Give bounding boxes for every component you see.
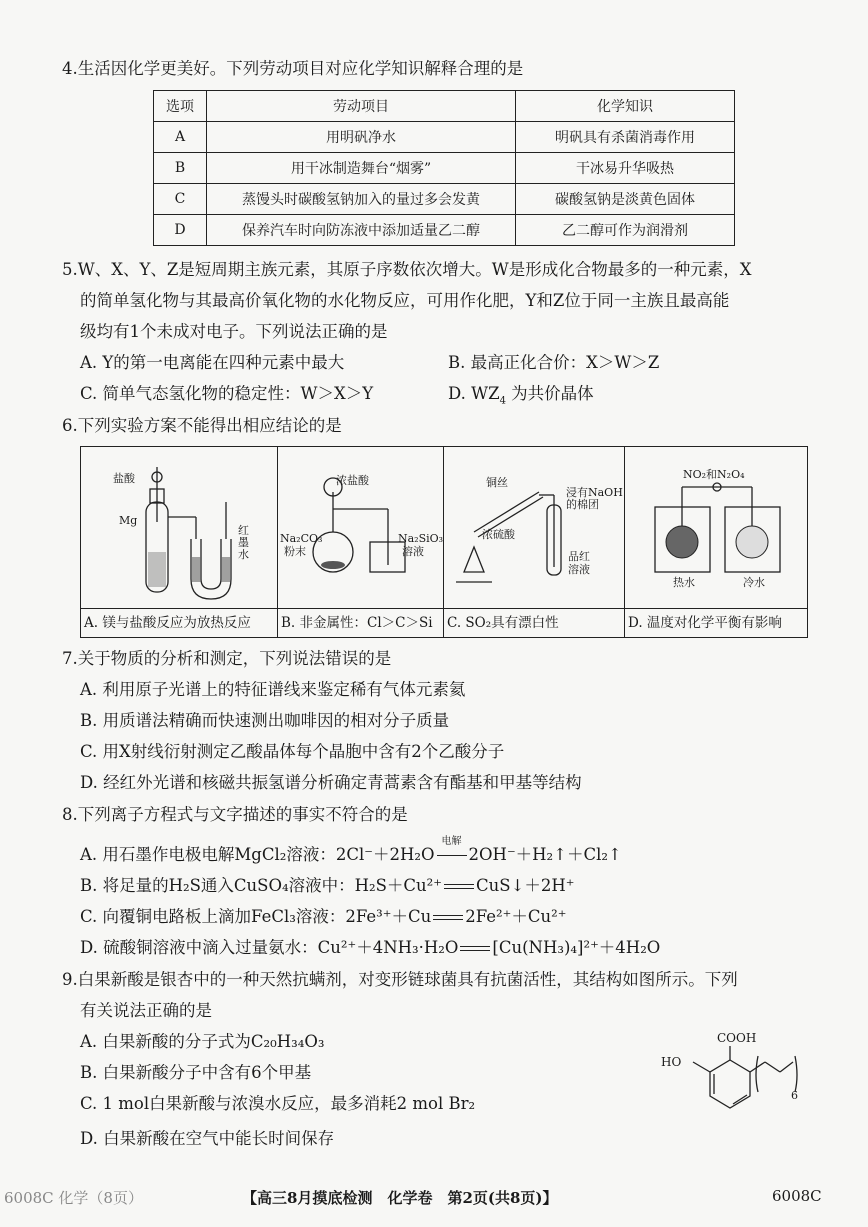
q8-option-c: C. 向覆铜电路板上滴加FeCl₃溶液：2Fe³⁺＋Cu 2Fe²⁺＋Cu²⁺ — [80, 907, 567, 926]
table-cell: 用明矾净水 — [207, 122, 516, 153]
q6-stem: 6.下列实验方案不能得出相应结论的是 — [62, 416, 342, 435]
q8-option-a: A. 用石墨作电极电解MgCl₂溶液：2Cl⁻＋2H₂O 电解 2OH⁻＋H₂↑＋Cl₂↑ — [80, 844, 622, 866]
q7-option-c: C. 用X射线衍射测定乙酸晶体每个晶胞中含有2个乙酸分子 — [80, 742, 505, 761]
experiment-d — [625, 447, 807, 637]
label-copper-wire: 铜丝 — [486, 476, 508, 489]
label-repeat-count: 6 — [791, 1089, 798, 1102]
label-cooh: COOH — [717, 1031, 757, 1045]
footer-center: 【高三8月摸底检测 化学卷 第2页(共8页)】 — [242, 1189, 558, 1207]
label-solution: 溶液 — [402, 545, 424, 558]
q4-table — [153, 90, 735, 246]
q5-option-d: D. $WZ_4$ 为共价晶体 — [448, 384, 594, 407]
label-na2sio3: Na₂SiO₃ — [398, 532, 444, 545]
label-cotton: 的棉团 — [566, 498, 599, 511]
caption-b: B. 非金属性：Cl＞C＞Si — [278, 608, 443, 637]
q6-experiment-panel — [80, 446, 808, 638]
caption-d: D. 温度对化学平衡有影响 — [625, 608, 807, 637]
experiment-b — [278, 447, 444, 637]
label-no2-n2o4: NO₂和N₂O₄ — [683, 468, 745, 481]
label-magenta: 品红 — [568, 550, 590, 563]
label-conc-hcl: 浓盐酸 — [336, 474, 369, 487]
table-cell: 明矾具有杀菌消毒作用 — [516, 122, 735, 153]
label-solution-c: 溶液 — [568, 563, 590, 576]
label-ho: HO — [661, 1055, 682, 1069]
label-conc-h2so4: 浓硫酸 — [482, 528, 515, 541]
table-cell: 用干冰制造舞台“烟雾” — [207, 153, 516, 184]
table-cell: D — [154, 215, 207, 246]
q5-option-b: B. 最高正化合价：X＞W＞Z — [448, 353, 660, 372]
experiment-a — [81, 447, 278, 637]
q8-option-b: B. 将足量的H₂S通入CuSO₄溶液中：H₂S＋Cu²⁺ CuS↓＋2H⁺ — [80, 876, 575, 895]
q9-option-d: D. 白果新酸在空气中能长时间保存 — [80, 1129, 335, 1148]
footer-left: 6008C 化学（8页） — [4, 1189, 143, 1207]
q8-option-d: D. 硫酸铜溶液中滴入过量氨水：Cu²⁺＋4NH₃·H₂O [Cu(NH₃)₄]²⁺＋4H₂O — [80, 938, 661, 957]
label-red-ink: 红墨水 — [238, 524, 249, 561]
experiment-c-apparatus — [444, 447, 625, 607]
experiment-b-apparatus — [278, 447, 444, 607]
q9-stem-line1: 9.白果新酸是银杏中的一种天然抗螨剂，对变形链球菌具有抗菌活性，其结构如图所示。下列 — [62, 970, 738, 989]
q9-option-b: B. 白果新酸分子中含有6个甲基 — [80, 1063, 312, 1082]
caption-c: C. SO₂具有漂白性 — [444, 608, 624, 637]
q7-option-d: D. 经红外光谱和核磁共振氢谱分析确定青蒿素含有酯基和甲基等结构 — [80, 773, 582, 792]
table-header: 化学知识 — [516, 91, 735, 122]
q4-stem: 4.生活因化学更美好。下列劳动项目对应化学知识解释合理的是 — [62, 59, 524, 78]
experiment-c — [444, 447, 625, 637]
q7-stem: 7.关于物质的分析和测定，下列说法错误的是 — [62, 649, 392, 668]
table-cell: 保养汽车时向防冻液中添加适量乙二醇 — [207, 215, 516, 246]
q5-stem-line2: 的简单氢化物与其最高价氧化物的水化物反应，可用作化肥，Y和Z位于同一主族且最高能 — [80, 291, 730, 310]
ginkgolic-acid-structure — [655, 1030, 805, 1120]
label-powder: 粉末 — [284, 545, 306, 558]
label-naoh-soaked: 浸有NaOH — [566, 486, 623, 499]
q5-option-a: A. Y的第一电离能在四种元素中最大 — [80, 353, 345, 372]
table-row — [154, 122, 735, 153]
table-cell: C — [154, 184, 207, 215]
electrolysis-condition: 电解 — [441, 836, 462, 847]
q7-option-a: A. 利用原子光谱上的特征谱线来鉴定稀有气体元素氦 — [80, 680, 466, 699]
table-row — [154, 184, 735, 215]
table-cell: 干冰易升华吸热 — [516, 153, 735, 184]
table-row — [154, 91, 735, 122]
table-row — [154, 153, 735, 184]
q8-stem: 8.下列离子方程式与文字描述的事实不符合的是 — [62, 805, 408, 824]
table-cell: 蒸馒头时碳酸氢钠加入的量过多会发黄 — [207, 184, 516, 215]
table-header: 选项 — [154, 91, 207, 122]
q5-option-c: C. 简单气态氢化物的稳定性：W＞X＞Y — [80, 384, 374, 403]
q9-option-c: C. 1 mol白果新酸与浓溴水反应，最多消耗2 mol Br₂ — [80, 1094, 476, 1113]
label-mg: Mg — [119, 514, 138, 527]
table-cell: B — [154, 153, 207, 184]
q5-stem-line3: 级均有1个未成对电子。下列说法正确的是 — [80, 322, 388, 341]
table-header: 劳动项目 — [207, 91, 516, 122]
q9-stem-line2: 有关说法正确的是 — [80, 1001, 212, 1020]
q9-option-a: A. 白果新酸的分子式为C₂₀H₃₄O₃ — [80, 1032, 325, 1051]
q7-option-b: B. 用质谱法精确而快速测出咖啡因的相对分子质量 — [80, 711, 450, 730]
label-cold-water: 冷水 — [743, 576, 765, 589]
table-row — [154, 215, 735, 246]
caption-a: A. 镁与盐酸反应为放热反应 — [81, 608, 277, 637]
label-hydrochloric-acid: 盐酸 — [113, 472, 135, 485]
table-cell: 乙二醇可作为润滑剂 — [516, 215, 735, 246]
table-cell: 碳酸氢钠是淡黄色固体 — [516, 184, 735, 215]
label-na2co3: Na₂CO₃ — [280, 532, 323, 545]
label-hot-water: 热水 — [673, 576, 695, 589]
q5-stem-line1: 5.W、X、Y、Z是短周期主族元素，其原子序数依次增大。W是形成化合物最多的一种元素，X — [62, 260, 752, 279]
table-cell: A — [154, 122, 207, 153]
footer-right: 6008C — [772, 1187, 822, 1205]
